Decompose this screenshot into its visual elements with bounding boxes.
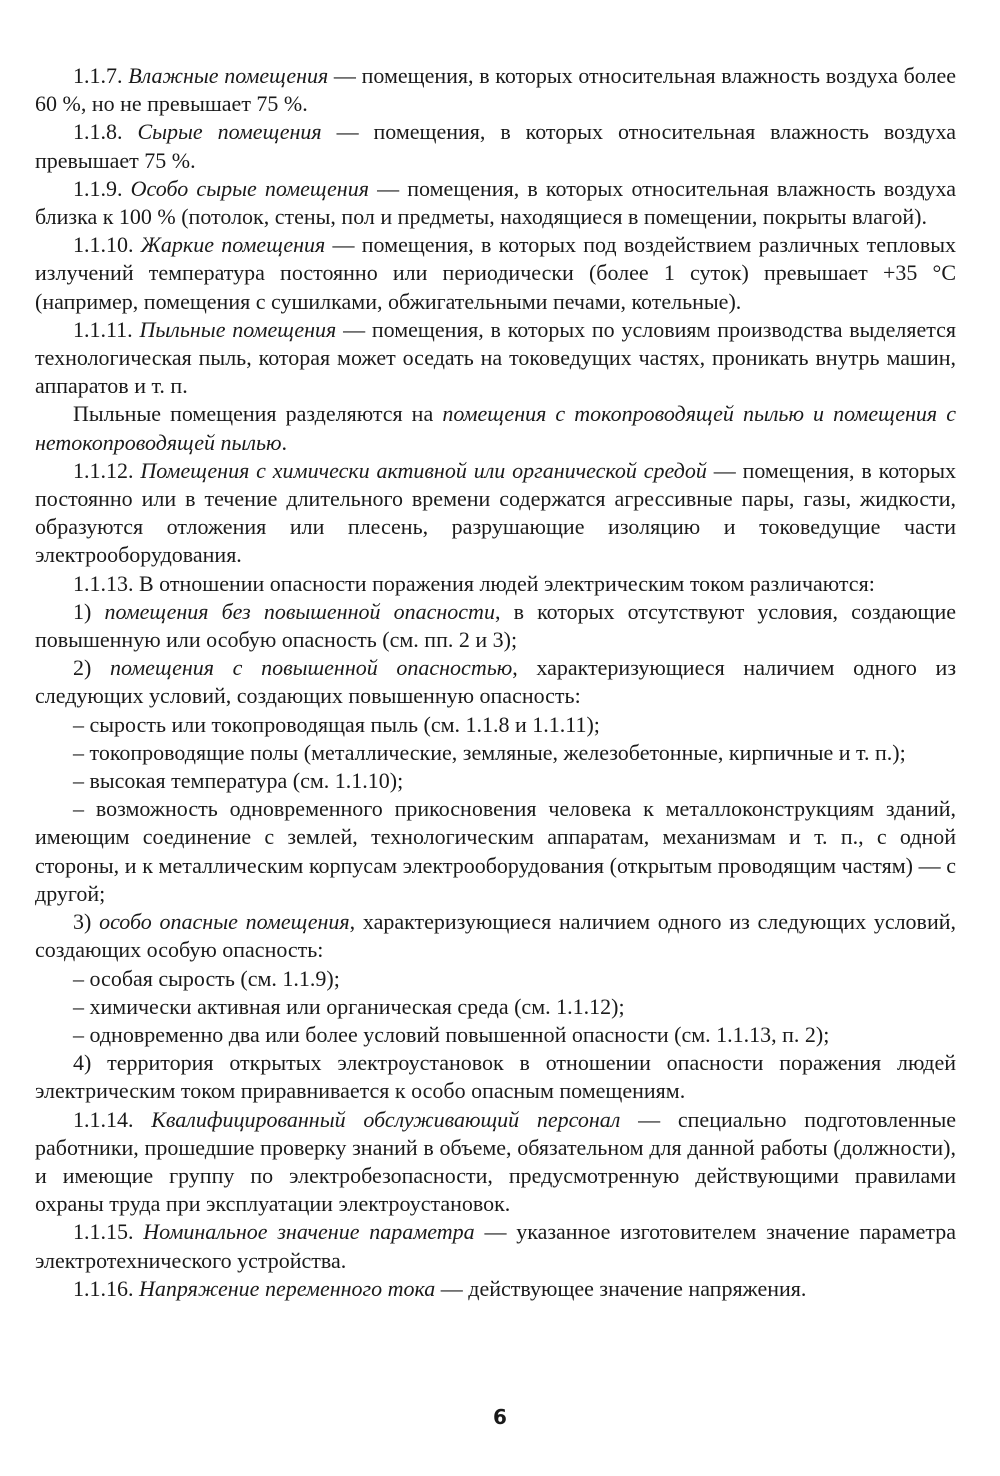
dash-item — [35, 767, 956, 795]
item-text: , в которых отсутствуют условия, создающие повышенную или особую опасность (см. пп. 2 и 3); — [35, 598, 957, 653]
document-body — [35, 62, 956, 1303]
dash-item-text: – химически активная или органическая среда (см. 1.1.12); — [73, 993, 625, 1019]
defined-term: Помещения с химически активной или органической средой — [140, 457, 707, 483]
trailing-text: . — [281, 429, 287, 455]
dash-item — [35, 965, 956, 993]
defined-term: Пыльные помещения — [139, 316, 337, 342]
item-text: , характеризующиеся наличием одного из следующих условий, создающих повышенную опасность: — [35, 655, 957, 709]
definition-text: — помещения, в которых постоянно или в течение длительного времени содержатся агрессивные пары, газы, жидкости, образуются отложения или плесень, разрушающие изоляцию и токоведущие части электрооборудования. — [35, 457, 957, 568]
item-number: 1) — [73, 598, 105, 624]
paragraph-1-1-10 — [35, 231, 956, 316]
dash-item — [35, 739, 956, 767]
clause-number: 1.1.11. — [73, 316, 140, 342]
list-item-1 — [35, 598, 956, 654]
defined-term: помещения с токопроводящей пылью и помещения с нетокопроводящей пылью — [35, 401, 956, 455]
defined-term: Особо сырые помещения — [130, 175, 369, 201]
definition-text: — помещения, в которых под воздействием различных тепловых излучений температура постоянно или периодически (более 1 суток) превышает +35 °С (например, помещения с сушилками, обжигательными печами, котельные). — [35, 232, 956, 314]
clause-number: 1.1.9. — [73, 175, 131, 201]
list-item-4 — [35, 1049, 956, 1105]
defined-term: Квалифицированный обслуживающий персонал — [151, 1106, 621, 1132]
dash-item — [35, 993, 956, 1021]
dash-item-text: – особая сырость (см. 1.1.9); — [73, 965, 340, 991]
definition-text: — помещения, в которых по условиям производства выделяется технологическая пыль, которая может оседать на токоведущих частях, проникать внутрь машин, аппаратов и т. п. — [35, 316, 957, 399]
defined-term: Жаркие помещения — [140, 232, 326, 258]
defined-term: Номинальное значение параметра — [143, 1219, 475, 1245]
defined-term: особо опасные помещения — [99, 909, 350, 935]
dash-item-text: – токопроводящие полы (металлические, земляные, железобетонные, кирпичные и т. п.); — [73, 739, 906, 765]
lead-text: Пыльные помещения разделяются на — [73, 401, 443, 427]
clause-number: 1.1.12. — [73, 457, 141, 483]
definition-text: — специально подготовленные работники, прошедшие проверку знаний в объеме, обязательном для данной работы (должности), и имеющие группу по электробезопасности, предусмотренную действующими правилами охраны труда при эксплуатации электроустановок. — [35, 1106, 957, 1217]
paragraph-1-1-7 — [35, 62, 956, 118]
paragraph-1-1-13 — [35, 570, 956, 598]
paragraph-dust-types — [35, 400, 956, 456]
paragraph-1-1-11 — [35, 316, 956, 401]
page-number: 6 — [493, 1405, 507, 1429]
dash-item-text: – сырость или токопроводящая пыль (см. 1.1.8 и 1.1.11); — [73, 711, 600, 737]
definition-text: — указанное изготовителем значение параметра электротехнического устройства. — [35, 1219, 956, 1273]
defined-term: Сырые помещения — [137, 119, 322, 145]
item-number: 3) — [73, 909, 100, 935]
item-text: , характеризующиеся наличием одного из следующих условий, создающих особую опасность: — [35, 909, 956, 963]
clause-number: 1.1.15. — [73, 1219, 144, 1245]
clause-number: 1.1.7. — [73, 63, 129, 88]
dash-item — [35, 711, 956, 739]
paragraph-1-1-15 — [35, 1218, 956, 1274]
clause-text: 1.1.13. В отношении опасности поражения людей электрическим током различаются: — [73, 570, 875, 596]
paragraph-1-1-8 — [35, 118, 956, 174]
dash-item-text: – высокая температура (см. 1.1.10); — [73, 768, 404, 794]
clause-number: 1.1.10. — [73, 232, 141, 258]
item-number: 2) — [73, 655, 110, 681]
defined-term: Напряжение переменного тока — [139, 1275, 436, 1301]
clause-number: 1.1.14. — [73, 1106, 152, 1132]
definition-text: — помещения, в которых относительная влажность воздуха более 60 %, но не превышает 75 %. — [35, 63, 957, 117]
definition-text: — помещения, в которых относительная влажность воздуха близка к 100 % (потолок, стены, пол и предметы, находящиеся в помещении, покрыты влагой). — [35, 175, 957, 230]
defined-term: помещения с повышенной опасностью — [109, 655, 513, 681]
dash-item — [35, 795, 956, 908]
paragraph-1-1-14 — [35, 1106, 956, 1219]
dash-item — [35, 1021, 956, 1049]
clause-number: 1.1.16. — [73, 1275, 139, 1301]
definition-text: — действующее значение напряжения. — [435, 1275, 807, 1301]
dash-item-text: – возможность одновременного прикосновения человека к металлоконструкциям зданий, имеющим соединение с землей, технологическим аппаратам, механизмам и т. п., с одной стороны, и к металлическим корпусам электрооборудования (открытым проводящим частям) — с другой; — [35, 796, 956, 906]
item-text: 4) территория открытых электроустановок в отношении опасности поражения людей электрическим током приравнивается к особо опасным помещениям. — [35, 1050, 956, 1104]
paragraph-1-1-16 — [35, 1275, 956, 1303]
clause-number: 1.1.8. — [73, 119, 138, 145]
list-item-2 — [35, 654, 956, 710]
defined-term: помещения без повышенной опасности — [104, 598, 495, 624]
list-item-3 — [35, 908, 956, 964]
defined-term: Влажные помещения — [128, 63, 329, 88]
dash-item-text: – одновременно два или более условий повышенной опасности (см. 1.1.13, п. 2); — [73, 1021, 830, 1047]
paragraph-1-1-12 — [35, 457, 956, 570]
definition-text: — помещения, в которых относительная влажность воздуха превышает 75 %. — [35, 119, 957, 173]
paragraph-1-1-9 — [35, 175, 956, 231]
